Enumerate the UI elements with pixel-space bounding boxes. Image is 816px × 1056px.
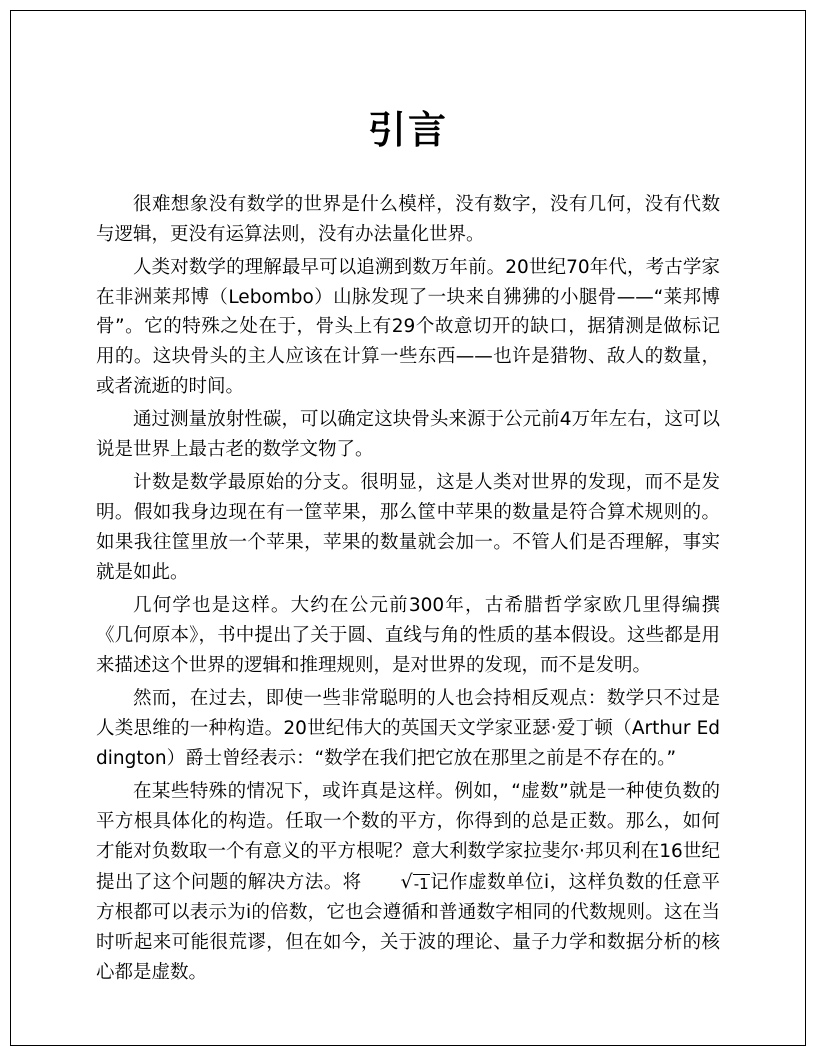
paragraph: 通过测量放射性碳，可以确定这块骨头来源于公元前4万年左右，这可以说是世界上最古老的数学文物了。	[96, 409, 720, 461]
paragraph-text-after-radical: 记作虚数单位i，这样负数的任意平方根都可以表示为i的倍数，它也会遵循和普通数字相同的代数规则。这在当时听起来可能很荒谬，但在如今，关于波的理论、量子力学和数据分析的核心都是虚数。	[96, 871, 720, 983]
paragraph: 很难想象没有数学的世界是什么模样，没有数字，没有几何，没有代数与逻辑，更没有运算法则，没有办法量化世界。	[96, 193, 720, 245]
document-content	[96, 108, 720, 988]
paragraph: 然而，在过去，即使一些非常聪明的人也会持相反观点：数学只不过是人类思维的一种构造。20世纪伟大的英国天文学家亚瑟·爱丁顿（Arthur Eddington）爵士曾经表示：“数学在我们把它放在那里之前是不存在的。”	[96, 688, 720, 770]
radicand: -1	[413, 874, 429, 893]
page-title: 引言	[367, 108, 448, 152]
square-root-icon	[362, 867, 430, 898]
paragraph-text-before-radical: 在某些特殊的情况下，或许真是这样。例如，“虚数”就是一种使负数的平方根具体化的构造。任取一个数的平方，你得到的总是正数。那么，如何才能对负数取一个有意义的平方根呢？意大利数学家拉斐尔·邦贝利在16世纪提出了这个问题的解决方法。将	[96, 781, 720, 893]
paragraph: 计数是数学最原始的分支。很明显，这是人类对世界的发现，而不是发明。假如我身边现在有一筐苹果，那么筐中苹果的数量是符合算术规则的。如果我往筐里放一个苹果，苹果的数量就会加一。不管人们是否理解，事实就是如此。	[96, 472, 720, 584]
paragraph-with-radical	[96, 777, 720, 988]
paragraph: 人类对数学的理解最早可以追溯到数万年前。20世纪70年代，考古学家在非洲莱邦博（Lebombo）山脉发现了一块来自狒狒的小腿骨——“莱邦博骨”。它的特殊之处在于，骨头上有29个故意切开的缺口，据猜测是做标记用的。这块骨头的主人应该在计算一些东西——也许是猎物、敌人的数量，或者流逝的时间。	[96, 256, 720, 398]
radical-sign: √	[400, 870, 413, 893]
paragraph: 几何学也是这样。大约在公元前300年，古希腊哲学家欧几里得编撰《几何原本》，书中提出了关于圆、直线与角的性质的基本假设。这些都是用来描述这个世界的逻辑和推理规则，是对世界的发现，而不是发明。	[96, 595, 720, 677]
